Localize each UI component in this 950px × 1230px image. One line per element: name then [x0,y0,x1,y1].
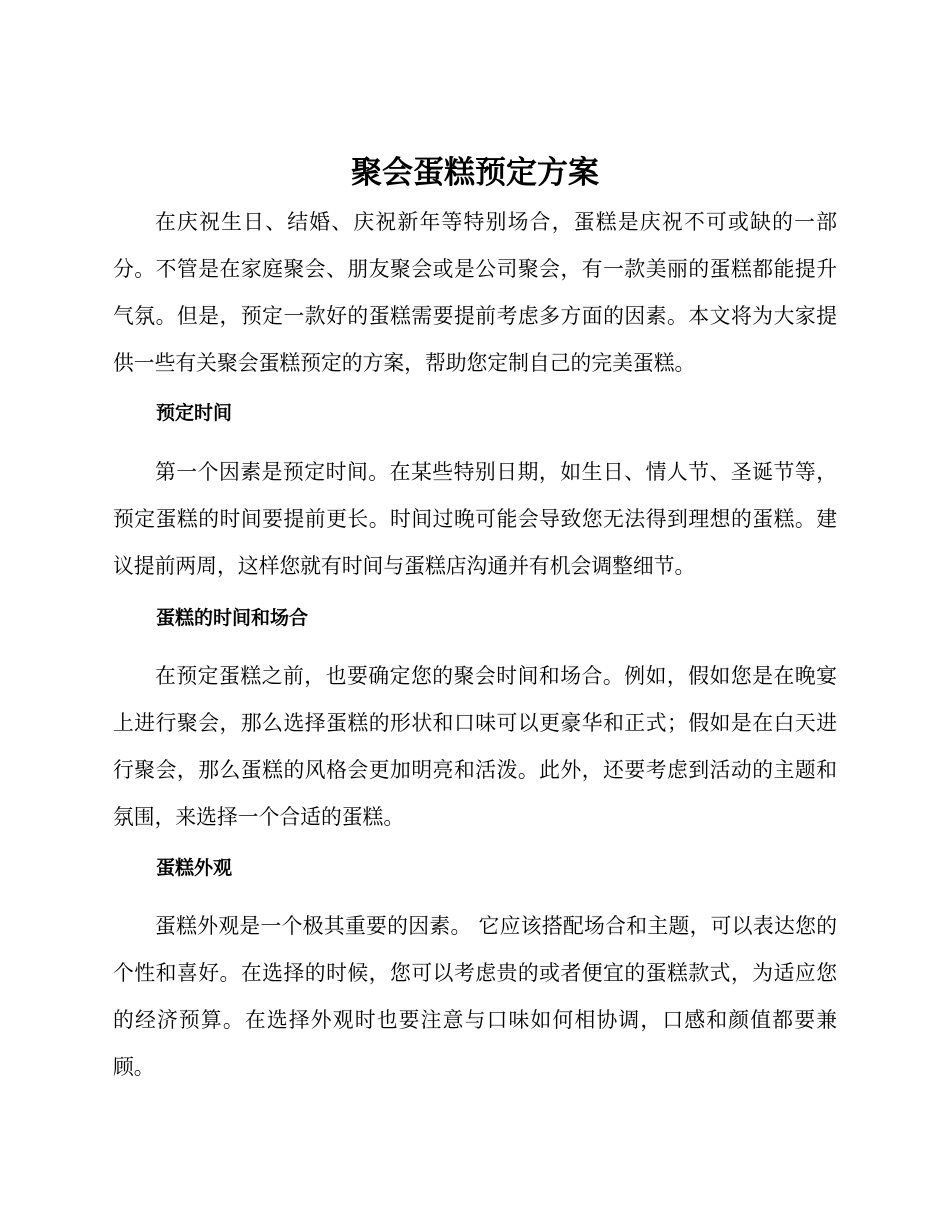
section-paragraph-time-and-occasion: 在预定蛋糕之前，也要确定您的聚会时间和场合。例如，假如您是在晚宴上进行聚会，那么选择蛋糕的形状和口味可以更豪华和正式；假如是在白天进行聚会，那么蛋糕的风格会更加明亮和活泼。此外，还要考虑到活动的主题和氛围，来选择一个合适的蛋糕。 [113,664,837,829]
document-title: 聚会蛋糕预定方案 [351,155,599,191]
section-paragraph-booking-time: 第一个因素是预定时间。在某些特别日期，如生日、情人节、圣诞节等，预定蛋糕的时间要提前更长。时间过晚可能会导致您无法得到理想的蛋糕。建议提前两周，这样您就有时间与蛋糕店沟通并有机会调整细节。 [113,460,837,578]
intro-paragraph: 在庆祝生日、结婚、庆祝新年等特别场合，蛋糕是庆祝不可或缺的一部分。不管是在家庭聚会、朋友聚会或是公司聚会，有一款美丽的蛋糕都能提升气氛。但是，预定一款好的蛋糕需要提前考虑多方面的因素。本文将为大家提供一些有关聚会蛋糕预定的方案，帮助您定制自己的完美蛋糕。 [113,210,837,375]
section-paragraph-cake-appearance: 蛋糕外观是一个极其重要的因素。 它应该搭配场合和主题，可以表达您的个性和喜好。在选择的时候，您可以考虑贵的或者便宜的蛋糕款式，为适应您的经济预算。在选择外观时也要注意与口味如何相协调，口感和颜值都要兼顾。 [113,914,837,1079]
section-heading-booking-time: 预定时间 [156,402,233,424]
section-heading-time-and-occasion: 蛋糕的时间和场合 [156,607,309,629]
section-heading-cake-appearance: 蛋糕外观 [156,857,233,879]
